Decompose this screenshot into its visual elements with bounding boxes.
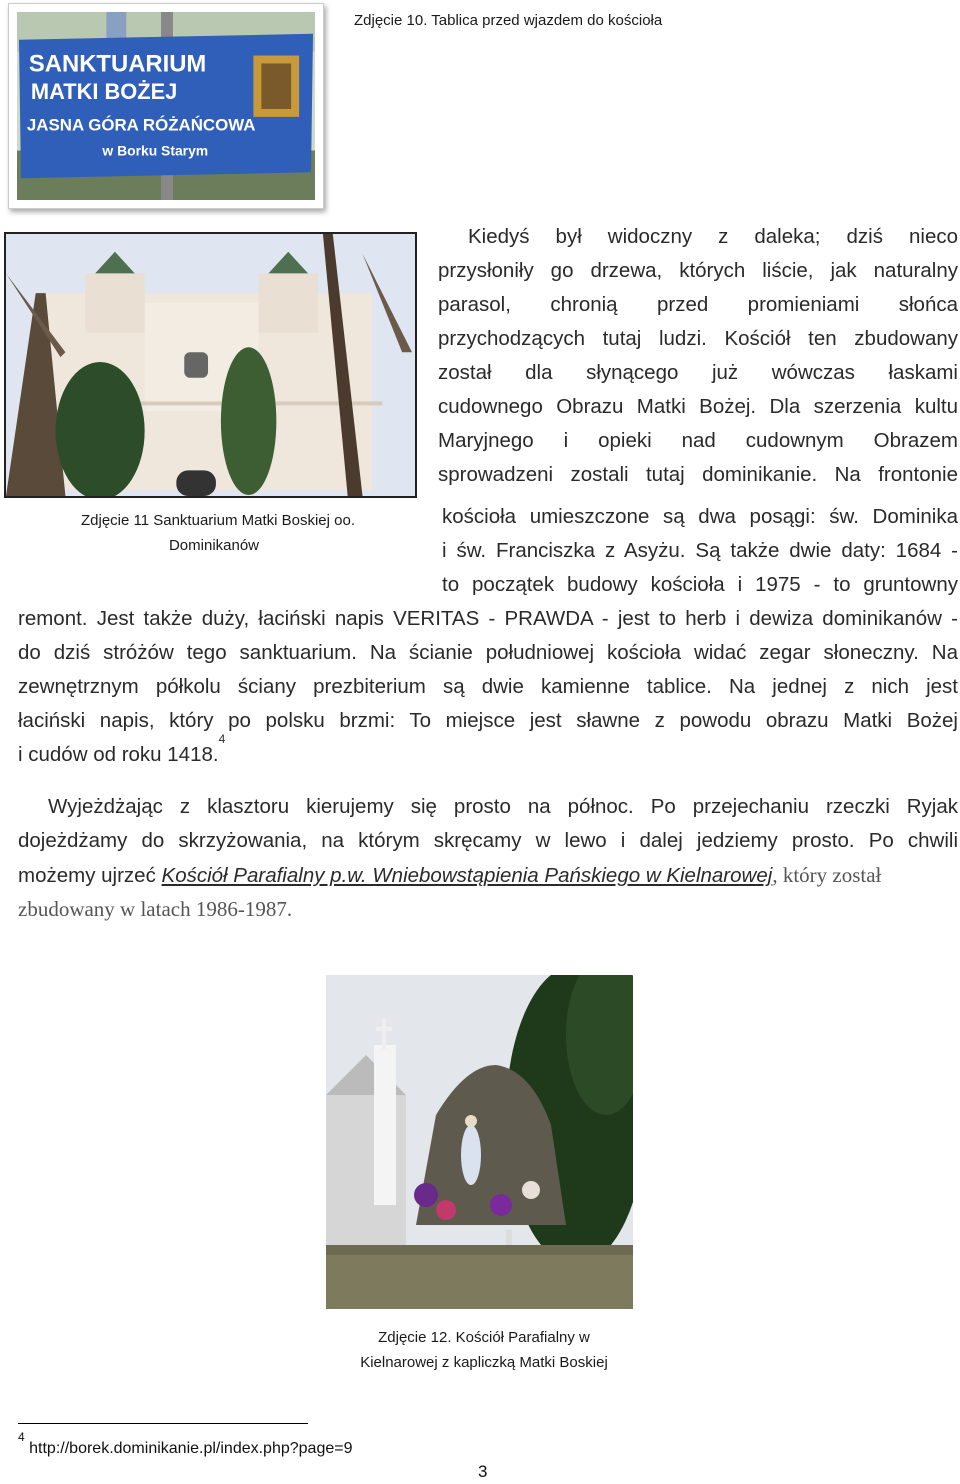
caption-photo-11-line1: Zdjęcie 11 Sanktuarium Matki Boskiej oo. bbox=[80, 512, 355, 529]
photo-sanctuary bbox=[4, 232, 417, 498]
paragraph-1-line-1: Kiedyś był widoczny z daleka; dziś nieco bbox=[468, 225, 958, 248]
sign-line-3: JASNA GÓRA RÓŻAŃCOWA bbox=[26, 115, 256, 135]
paragraph-1-line-14: zewnętrznym półkolu ściany prezbiterium są dwie kamienne tablice. Na jednej z nich jest bbox=[18, 675, 958, 698]
paragraph-1-line-11: to początek budowy kościoła i 1975 - to gruntowny bbox=[442, 573, 958, 596]
madonna-statue bbox=[461, 1125, 481, 1185]
paragraph-1-line-13: do dziś stróżów tego sanktuarium. Na ścianie południowej kościoła widać zegar słoneczny. Na bbox=[18, 641, 958, 664]
paragraph-1-line-10: i św. Franciszka z Asyżu. Są także dwie daty: 1684 - bbox=[442, 539, 958, 562]
caption-photo-12-line1: Zdjęcie 12. Kościół Parafialny w bbox=[378, 1329, 590, 1346]
sign-image bbox=[17, 12, 315, 200]
photo-parish-church bbox=[326, 975, 633, 1309]
sign-line-1: SANKTUARIUM bbox=[28, 50, 207, 78]
bell-tower bbox=[374, 1045, 396, 1205]
paragraph-2-line-1: Wyjeżdżając z klasztoru kierujemy się prosto na północ. Po przejechaniu rzeczki Ryjak bbox=[48, 795, 958, 818]
footnote bbox=[18, 1429, 353, 1460]
caption-photo-10: Zdjęcie 10. Tablica przed wjazdem do kościoła bbox=[354, 12, 663, 29]
photo-sign bbox=[8, 3, 324, 209]
footnote-url[interactable]: http://borek.dominikanie.pl/index.php?page=9 bbox=[29, 1440, 353, 1457]
paragraph-1-line-8: sprowadzeni zostali tutaj dominikanie. Na frontonie bbox=[438, 463, 958, 486]
paragraph-1-last-text: i cudów od roku 1418. bbox=[18, 743, 219, 766]
paragraph-1-line-12: remont. Jest także duży, łaciński napis VERITAS - PRAWDA - jest to herb i dewiza dominikanów - bbox=[18, 607, 958, 630]
sanctuary-image bbox=[6, 234, 415, 496]
footnote-number: 4 bbox=[18, 1429, 25, 1444]
paragraph-2-line-4: zbudowany w latach 1986-1987. bbox=[18, 897, 293, 921]
paragraph-2-line-3 bbox=[18, 858, 960, 893]
sign-line-2: MATKI BOŻEJ bbox=[30, 79, 178, 105]
paragraph-1-line-5: został dla słynącego już wówczas łaskami bbox=[438, 361, 958, 384]
paragraph-1-line-3: parasol, chronią przed promieniami słońca bbox=[438, 293, 958, 316]
caption-photo-11-line2: Dominikanów bbox=[168, 537, 260, 554]
footnote-reference[interactable]: 4 bbox=[218, 732, 226, 747]
paragraph-2-line-3-end: , który został bbox=[772, 863, 882, 887]
paragraph-2-line-2: dojeżdżamy do skrzyżowania, na którym skręcamy w lewo i dalej jedziemy prosto. Po chwili bbox=[18, 829, 958, 852]
paragraph-1-line-9: kościoła umieszczone są dwa posągi: św. Dominika bbox=[442, 505, 958, 528]
church-link[interactable]: Kościół Parafialny p.w. Wniebowstąpienia Pańskiego w Kielnarowej bbox=[161, 864, 773, 887]
page-number: 3 bbox=[478, 1462, 488, 1481]
paragraph-1-last-line bbox=[18, 732, 226, 772]
caption-photo-12-line2: Kielnarowej z kapliczką Matki Boskiej bbox=[360, 1354, 608, 1371]
paragraph-2-line-3-start: możemy ujrzeć bbox=[18, 864, 162, 887]
paragraph-1-line-4: przychodzących tutaj ludzi. Kościół ten zbudowany bbox=[438, 327, 958, 350]
parish-church-image bbox=[326, 975, 633, 1309]
sign-line-4: w Borku Starym bbox=[102, 142, 209, 159]
paragraph-1-line-15: łaciński napis, który po polsku brzmi: To miejsce jest sławne z powodu obrazu Matki Bożej bbox=[18, 709, 958, 732]
paragraph-1-line-6: cudownego Obrazu Matki Bożej. Dla szerzenia kultu bbox=[438, 395, 958, 418]
paragraph-1-line-2: przysłoniły go drzewa, których liście, jak naturalny bbox=[438, 259, 958, 282]
footnote-divider bbox=[18, 1423, 308, 1424]
paragraph-1-line-7: Maryjnego i opieki nad cudownym Obrazem bbox=[438, 429, 958, 452]
